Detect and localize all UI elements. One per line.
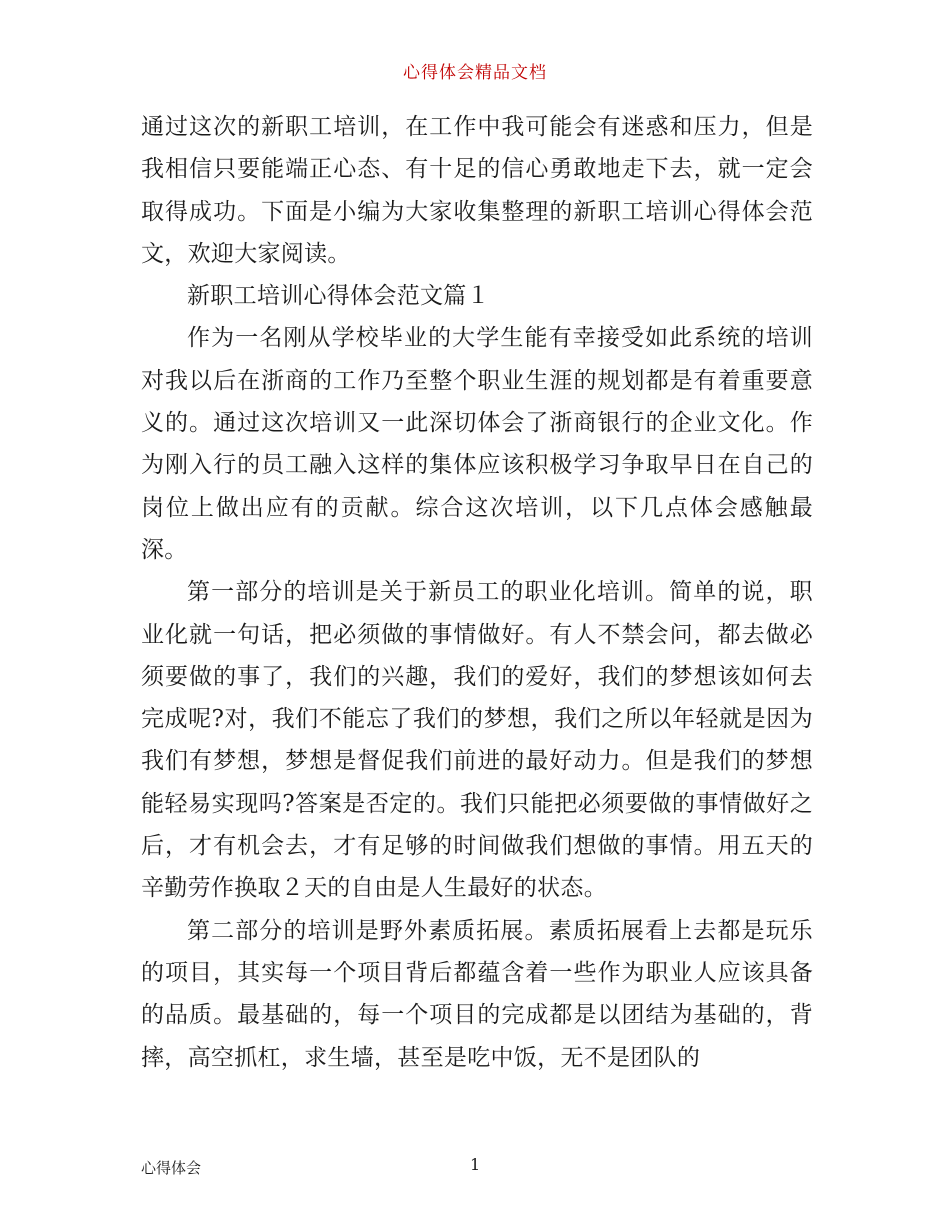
section-heading: 新职工培训心得体会范文篇１	[187, 283, 490, 310]
page-number: 1	[470, 1155, 481, 1174]
intro-paragraph: 通过这次的新职工培训，在工作中我可能会有迷惑和压力，但是我相信只要能端正心态、有十足的信心勇敢地走下去，就一定会取得成功。下面是小编为大家收集整理的新职工培训心得体会范文，欢迎大家阅读。	[141, 114, 813, 267]
footer-label: 心得体会	[141, 1159, 202, 1177]
page-header-title: 心得体会精品文档	[403, 63, 547, 83]
body-paragraph-1: 作为一名刚从学校毕业的大学生能有幸接受如此系统的培训对我以后在浙商的工作乃至整个职业生涯的规划都是有着重要意义的。通过这次培训又一此深切体会了浙商银行的企业文化。作为刚入行的员工融入这样的集体应该积极学习争取早日在自己的岗位上做出应有的贡献。综合这次培训，以下几点体会感触最深。	[141, 325, 813, 563]
body-paragraph-2: 第一部分的培训是关于新员工的职业化培训。简单的说，职业化就一句话，把必须做的事情做好。有人不禁会问，都去做必须要做的事了，我们的兴趣，我们的爱好，我们的梦想该如何去完成呢?对，我们不能忘了我们的梦想，我们之所以年轻就是因为我们有梦想，梦想是督促我们前进的最好动力。但是我们的梦想能轻易实现吗?答案是否定的。我们只能把必须要做的事情做好之后，才有机会去，才有足够的时间做我们想做的事情。用五天的辛勤劳作换取２天的自由是人生最好的状态。	[141, 579, 813, 902]
document-body	[141, 106, 813, 1079]
body-paragraph-3: 第二部分的培训是野外素质拓展。素质拓展看上去都是玩乐的项目，其实每一个项目背后都蕴含着一些作为职业人应该具备的品质。最基础的，每一个项目的完成都是以团结为基础的，背摔，高空抓杠，求生墙，甚至是吃中饭，无不是团队的	[141, 917, 813, 1071]
